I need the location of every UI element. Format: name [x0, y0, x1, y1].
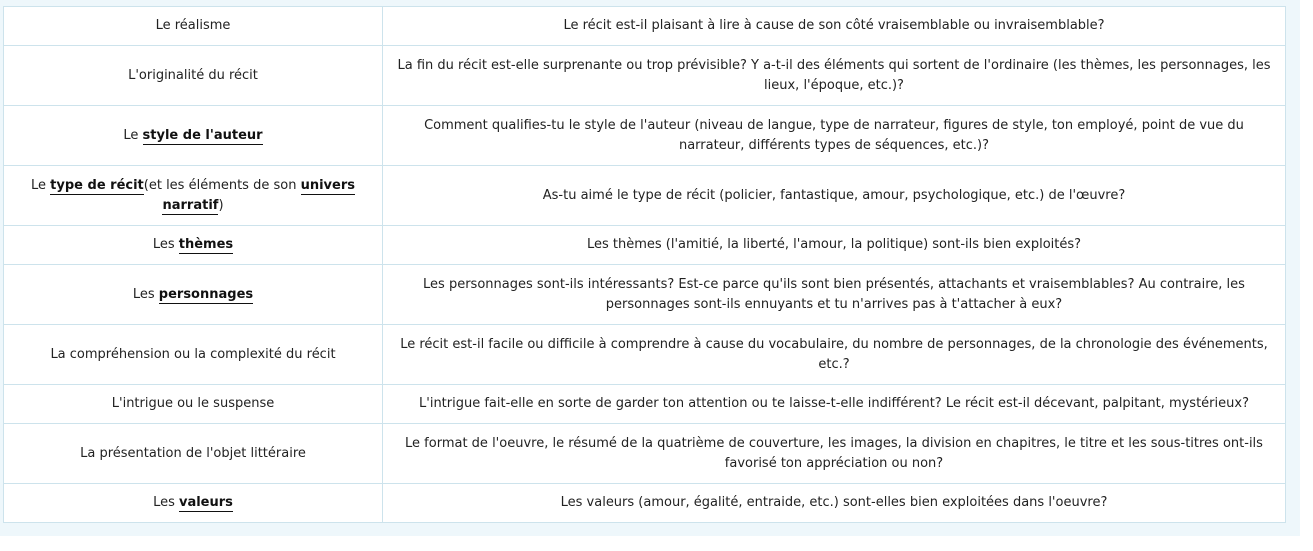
question-cell: Les personnages sont-ils intéressants? Est-ce parce qu'ils sont bien présentés, attachants et vraisemblables? Au contraire, les personnages sont-ils ennuyants et tu n'arrives pas à t'attacher à eux? — [383, 265, 1286, 325]
question-cell: Les valeurs (amour, égalité, entraide, etc.) sont-elles bien exploitées dans l'oeuvre? — [383, 484, 1286, 523]
criterion-cell — [4, 7, 383, 46]
table-row — [4, 385, 1286, 424]
question-cell: Les thèmes (l'amitié, la liberté, l'amour, la politique) sont-ils bien exploités? — [383, 226, 1286, 265]
criterion-cell — [4, 484, 383, 523]
criterion-text: La compréhension ou la complexité du récit — [50, 346, 336, 362]
table-row — [4, 226, 1286, 265]
criterion-text: Le — [123, 127, 143, 143]
question-cell: As-tu aimé le type de récit (policier, fantastique, amour, psychologique, etc.) de l'œuvre? — [383, 166, 1286, 226]
criterion-cell — [4, 46, 383, 106]
criterion-text: Le réalisme — [155, 18, 231, 33]
table-row — [4, 265, 1286, 325]
criterion-text: La présentation de l'objet littéraire — [80, 445, 306, 461]
question-cell: Le récit est-il facile ou difficile à comprendre à cause du vocabulaire, du nombre de personnages, de la chronologie des événements, etc.? — [383, 325, 1286, 385]
question-cell: Le format de l'oeuvre, le résumé de la quatrième de couverture, les images, la division en chapitres, le titre et les sous-titres ont-ils favorisé ton appréciation ou non? — [383, 424, 1286, 484]
criterion-cell — [4, 424, 383, 484]
question-cell: Le récit est-il plaisant à lire à cause de son côté vraisemblable ou invraisemblable? — [383, 7, 1286, 46]
term-link-style-auteur[interactable]: style de l'auteur — [142, 127, 263, 143]
criterion-text: L'originalité du récit — [128, 67, 258, 83]
question-cell: La fin du récit est-elle surprenante ou trop prévisible? Y a-t-il des éléments qui sortent de l'ordinaire (les thèmes, les personnages, les lieux, l'époque, etc.)? — [383, 46, 1286, 106]
term-link-personnages[interactable]: personnages — [158, 286, 254, 302]
table-row — [4, 166, 1286, 226]
table-row — [4, 424, 1286, 484]
table-row — [4, 106, 1286, 166]
criterion-text: (et les éléments de son — [143, 177, 301, 193]
term-link-themes[interactable]: thèmes — [178, 237, 234, 252]
criterion-text: Les — [152, 237, 179, 252]
criterion-cell — [4, 106, 383, 166]
criterion-cell — [4, 325, 383, 385]
criterion-cell — [4, 385, 383, 424]
term-link-valeurs[interactable]: valeurs — [178, 495, 233, 510]
table-row — [4, 7, 1286, 46]
criterion-text: Les — [153, 495, 179, 510]
criterion-text: L'intrigue ou le suspense — [111, 396, 275, 411]
question-cell: Comment qualifies-tu le style de l'auteur (niveau de langue, type de narrateur, figures de style, ton employé, point de vue du narrateur, différents types de séquences, etc.)? — [383, 106, 1286, 166]
term-link-univers-narratif[interactable]: univers narratif — [162, 177, 355, 213]
criterion-cell — [4, 226, 383, 265]
criterion-text: Les — [132, 286, 159, 302]
criterion-cell — [4, 166, 383, 226]
table-row — [4, 46, 1286, 106]
question-cell: L'intrigue fait-elle en sorte de garder ton attention ou te laisse-t-elle indifférent? Le récit est-il décevant, palpitant, mystérieux? — [383, 385, 1286, 424]
term-link-type-de-recit[interactable]: type de récit — [50, 177, 144, 193]
criterion-text: ) — [218, 197, 224, 213]
criterion-cell — [4, 265, 383, 325]
criteria-table — [3, 6, 1286, 523]
table-row — [4, 325, 1286, 385]
table-row — [4, 484, 1286, 523]
criterion-text: Le — [31, 177, 51, 193]
